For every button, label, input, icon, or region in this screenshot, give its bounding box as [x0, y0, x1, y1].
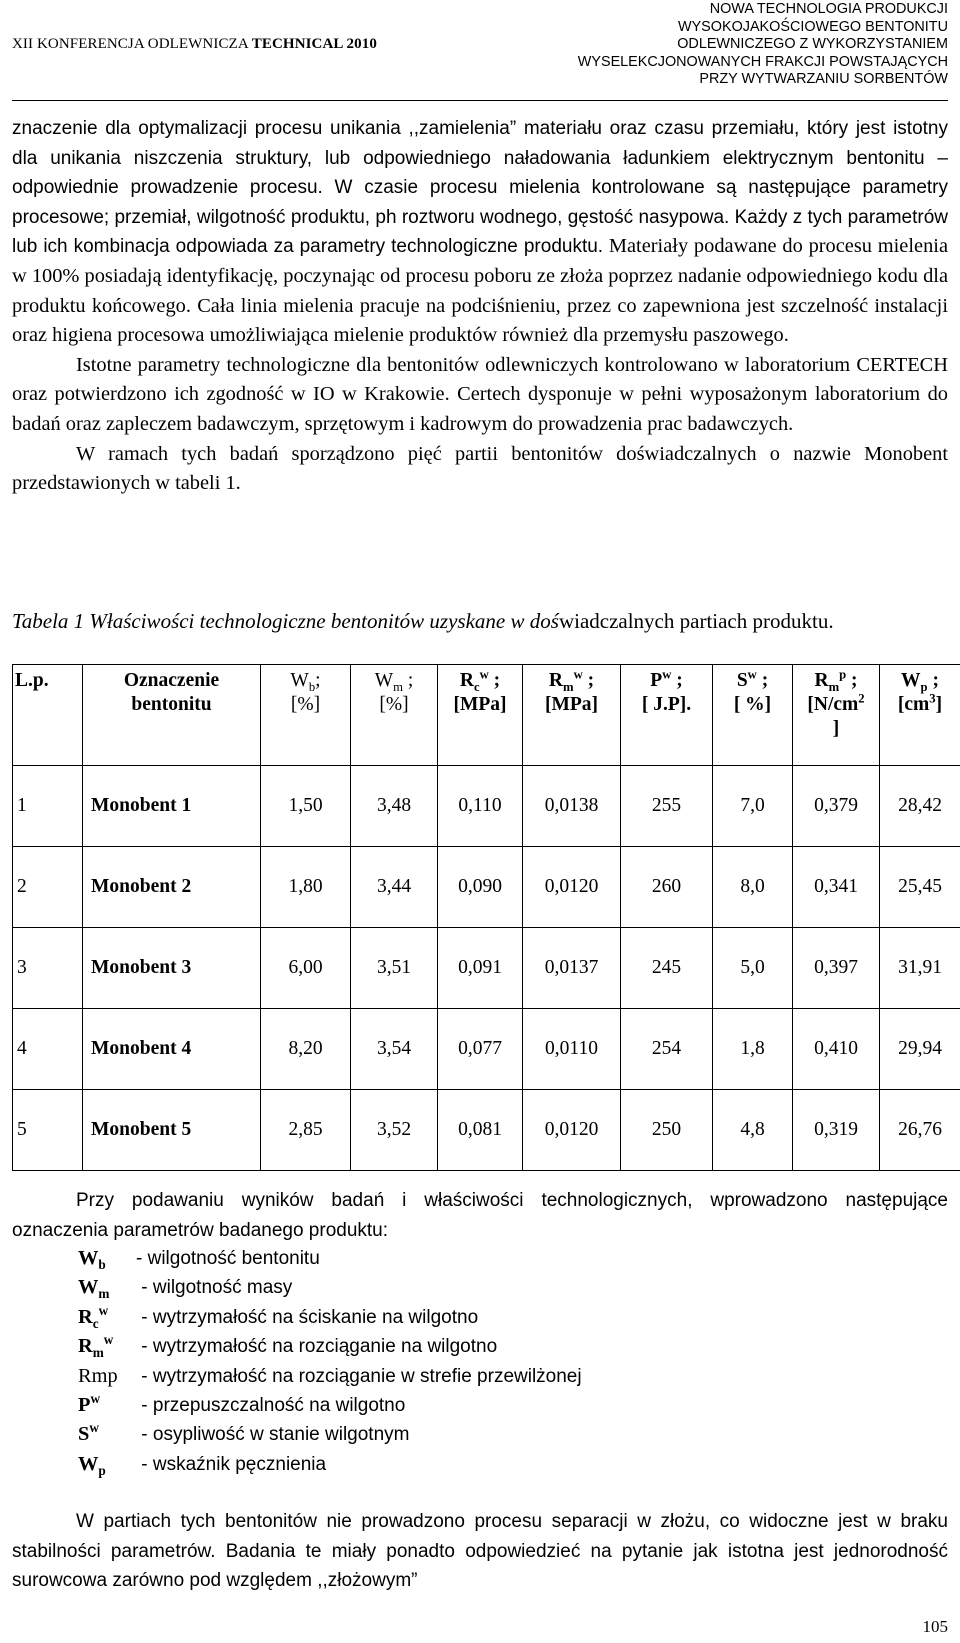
header-superscript: w	[479, 667, 489, 682]
intro-paragraph-1a: znaczenie dla optymalizacji procesu unikania ,,zamielenia” materiału oraz czasu przemiału, który jest istotny dla unikania niszczenia struktury, lub odpowiedniego naładowania ładunkiem elektrycznym bentonitu –odpowiednie prowadzenie procesu. W czasie procesu mielenia kontrolowane są następujące parametry procesowe; przemiał, wilgotność produktu, ph roztworu wodnego, gęstość nasypowa. Każdy z tych parametrów lub ich kombinacja odpowiada za parametry technologiczne produktu.	[12, 118, 948, 258]
table-caption-rest: wiadczalnych partiach produktu.	[558, 609, 834, 633]
header-symbol: W	[901, 670, 921, 691]
cell-wb: 1,50	[261, 766, 351, 847]
cell-rmp: 0,410	[793, 1009, 880, 1090]
header-superscript: w	[747, 667, 757, 682]
legend-item	[78, 1303, 582, 1332]
cell-s: 1,8	[713, 1009, 793, 1090]
cell-rm: 0,0120	[523, 847, 621, 928]
intro-paragraph-1	[12, 114, 948, 351]
legend-item	[78, 1362, 582, 1391]
closing-paragraph: W partiach tych bentonitów nie prowadzono procesu separacji w złożu, co widoczne jest w braku stabilności parametrów. Badania te miały ponadto odpowiedzieć na pytanie jak istotna jest jednorodność surowcowa zarówno pod względem ,,złożowym”	[12, 1511, 948, 1592]
legend-description: - wilgotność bentonitu	[136, 1248, 320, 1269]
header-symbol: R	[548, 670, 564, 691]
header-unit: [ J.P].	[641, 694, 692, 715]
legend-description: - przepuszczalność na wilgotno	[136, 1395, 406, 1417]
header-name-line1: Oznaczenie	[123, 670, 220, 691]
cell-p: 254	[621, 1009, 713, 1090]
header-symbol: W	[290, 670, 309, 691]
intro-paragraph-3: W ramach tych badań sporządzono pięć partii bentonitów doświadczalnych o nazwie Monobent przedstawionych w tabeli 1.	[12, 442, 948, 495]
header-s	[713, 665, 793, 766]
header-unit: [%]	[379, 694, 409, 715]
cell-lp: 4	[13, 1009, 83, 1090]
legend-item	[78, 1391, 582, 1420]
header-name	[83, 665, 261, 766]
header-unit: [MPa]	[453, 694, 507, 715]
cell-name: Monobent 5	[83, 1090, 261, 1171]
conference-edition: TECHNICAL 2010	[251, 36, 377, 52]
cell-wp: 28,42	[880, 766, 960, 847]
cell-rm: 0,0120	[523, 1090, 621, 1171]
conference-name: XII KONFERENCJA ODLEWNICZA	[12, 36, 252, 52]
cell-wm: 3,54	[351, 1009, 438, 1090]
cell-rmp: 0,379	[793, 766, 880, 847]
conference-title	[12, 36, 377, 53]
legend-symbol: $W_m$	[78, 1276, 110, 1302]
page-number: 105	[922, 1617, 948, 1636]
header-lp	[13, 665, 83, 766]
cell-p: 255	[621, 766, 713, 847]
cell-p: 250	[621, 1090, 713, 1171]
notes-section	[12, 1186, 948, 1245]
cell-wp: 25,45	[880, 847, 960, 928]
legend-symbol: $R_c^w$	[78, 1303, 109, 1331]
cell-rm: 0,0137	[523, 928, 621, 1009]
header-subscript: m	[563, 679, 574, 694]
cell-rc: 0,077	[438, 1009, 523, 1090]
header-subscript: p	[920, 679, 928, 694]
header-tail: ;	[927, 670, 939, 691]
legend-symbol: $S^w$	[78, 1420, 99, 1446]
legend-symbol: Rmp	[78, 1364, 118, 1387]
paper-title-line: WYSOKOJAKOŚCIOWEGO BENTONITU	[678, 18, 948, 35]
header-wm	[351, 665, 438, 766]
header-rm	[523, 665, 621, 766]
closing-section	[12, 1507, 948, 1596]
legend-item	[78, 1332, 582, 1361]
header-unit-end: ]	[832, 718, 840, 739]
cell-rmp: 0,341	[793, 847, 880, 928]
cell-wb: 1,80	[261, 847, 351, 928]
header-subscript: c	[473, 679, 480, 694]
header-unit: [MPa]	[544, 694, 599, 715]
header-superscript: w	[662, 667, 672, 682]
cell-s: 4,8	[713, 1090, 793, 1171]
paper-title-line: WYSELEKCJONOWANYCH FRAKCJI POWSTAJĄCYCH	[577, 53, 948, 70]
cell-wb: 2,85	[261, 1090, 351, 1171]
legend-description: - wytrzymałość na rozciąganie w strefie przewilżonej	[136, 1365, 582, 1387]
table-row	[13, 1090, 960, 1171]
paper-title	[578, 1, 948, 89]
legend-description: - wilgotność masy	[136, 1277, 293, 1299]
header-tail: ;	[488, 670, 501, 691]
legend-description: - wytrzymałość na ściskanie na wilgotno	[136, 1306, 479, 1328]
legend-item	[78, 1450, 582, 1479]
header-tail: ;	[315, 670, 321, 691]
header-unit: [cm	[897, 694, 930, 715]
cell-rm: 0,0138	[523, 766, 621, 847]
table-row	[13, 847, 960, 928]
cell-lp: 1	[13, 766, 83, 847]
cell-wm: 3,51	[351, 928, 438, 1009]
legend-item	[78, 1244, 582, 1273]
cell-rmp: 0,397	[793, 928, 880, 1009]
header-tail: ;	[756, 670, 769, 691]
legend-symbol: $P^w$	[78, 1391, 101, 1417]
legend-description: - wskaźnik pęcznienia	[136, 1453, 327, 1475]
table-row	[13, 766, 960, 847]
header-symbol: S	[736, 670, 748, 691]
cell-s: 8,0	[713, 847, 793, 928]
header-name-line2: bentonitu	[131, 694, 212, 715]
header-unit-end: ]	[935, 694, 943, 715]
legend-symbol: $W_p$	[78, 1452, 106, 1478]
header-symbol: W	[374, 670, 394, 691]
header-subscript: m	[393, 679, 403, 694]
legend-symbol: $R_m^w$	[78, 1332, 114, 1361]
header-p	[621, 665, 713, 766]
cell-p: 260	[621, 847, 713, 928]
cell-rm: 0,0110	[523, 1009, 621, 1090]
cell-wp: 26,76	[880, 1090, 960, 1171]
table-caption-italic: Tabela 1 Właściwości technologiczne bentonitów uzyskane w doś	[12, 609, 559, 633]
cell-rc: 0,110	[438, 766, 523, 847]
header-rmp	[793, 665, 880, 766]
cell-s: 5,0	[713, 928, 793, 1009]
cell-lp: 5	[13, 1090, 83, 1171]
cell-wp: 29,94	[880, 1009, 960, 1090]
cell-name: Monobent 2	[83, 847, 261, 928]
table-row	[13, 1009, 960, 1090]
header-symbol: R	[459, 670, 474, 691]
header-symbol: R	[814, 670, 829, 691]
header-subscript: m	[828, 679, 840, 694]
legend-symbol: $W_b$	[78, 1247, 106, 1273]
header-wb	[261, 665, 351, 766]
header-unit: [%]	[290, 694, 321, 715]
legend-description: - osypliwość w stanie wilgotnym	[136, 1424, 410, 1446]
cell-wm: 3,52	[351, 1090, 438, 1171]
intro-section	[12, 114, 948, 499]
properties-table	[12, 664, 960, 1171]
notes-intro-paragraph: Przy podawaniu wyników badań i właściwości technologicznych, wprowadzono następujące oznaczenia parametrów badanego produktu:	[12, 1190, 948, 1241]
paper-title-line: NOWA TECHNOLOGIA PRODUKCJI	[709, 1, 948, 17]
page-header	[12, 0, 948, 101]
header-tail: ;	[846, 670, 858, 691]
header-unit-superscript: 2	[858, 691, 865, 706]
cell-rmp: 0,319	[793, 1090, 880, 1171]
header-rc	[438, 665, 523, 766]
cell-rc: 0,081	[438, 1090, 523, 1171]
cell-wm: 3,44	[351, 847, 438, 928]
cell-wb: 8,20	[261, 1009, 351, 1090]
table-header-row	[13, 665, 960, 766]
header-symbol: P	[650, 670, 663, 691]
header-unit-superscript: 3	[929, 691, 936, 706]
cell-wb: 6,00	[261, 928, 351, 1009]
cell-wp: 31,91	[880, 928, 960, 1009]
header-tail: ;	[582, 670, 595, 691]
legend-description: - wytrzymałość na rozciąganie na wilgotno	[136, 1336, 498, 1358]
legend-item	[78, 1420, 582, 1449]
cell-name: Monobent 1	[83, 766, 261, 847]
paper-title-line: ODLEWNICZEGO Z WYKORZYSTANIEM	[677, 36, 948, 53]
intro-paragraph-2: Istotne parametry technologiczne dla bentonitów odlewniczych kontrolowano w laboratorium CERTECH oraz potwierdzono ich zgodność w IO w Krakowie. Certech dysponuje w pełni wyposażonym laboratorium do badań oraz zapleczem badawczym, sprzętowym i kadrowym do prowadzenia prac badawczych.	[12, 353, 948, 435]
header-unit: [ %]	[733, 694, 772, 715]
paper-title-line: PRZY WYTWARZANIU SORBENTÓW	[699, 71, 948, 88]
header-wp	[880, 665, 960, 766]
cell-name: Monobent 4	[83, 1009, 261, 1090]
legend-item	[78, 1273, 582, 1302]
table-caption	[12, 608, 948, 634]
cell-rc: 0,090	[438, 847, 523, 928]
header-superscript: w	[573, 667, 583, 682]
table-row	[13, 928, 960, 1009]
cell-lp: 2	[13, 847, 83, 928]
header-tail: ;	[671, 670, 683, 691]
header-subscript: b	[308, 679, 316, 694]
header-lp-label: L.p.	[15, 670, 49, 691]
header-tail: ;	[402, 670, 414, 691]
intro-paragraph-1b: Materiały podawane do procesu mielenia w 100% posiadają identyfikację, poczynając od procesu poboru ze złoża poprzez nadanie odpowiedniego kodu dla produktu końcowego. Cała linia mielenia pracuje na podciśnieniu, przez co zapewniona jest szczelność instalacji oraz higiena procesowa umożliwiająca mielenie produktów również dla przemysłu paszowego.	[12, 235, 948, 347]
header-unit: [N/cm	[807, 694, 859, 715]
symbol-legend	[78, 1244, 582, 1479]
cell-wm: 3,48	[351, 766, 438, 847]
cell-lp: 3	[13, 928, 83, 1009]
cell-s: 7,0	[713, 766, 793, 847]
cell-rc: 0,091	[438, 928, 523, 1009]
cell-name: Monobent 3	[83, 928, 261, 1009]
cell-p: 245	[621, 928, 713, 1009]
header-superscript: p	[839, 667, 847, 682]
